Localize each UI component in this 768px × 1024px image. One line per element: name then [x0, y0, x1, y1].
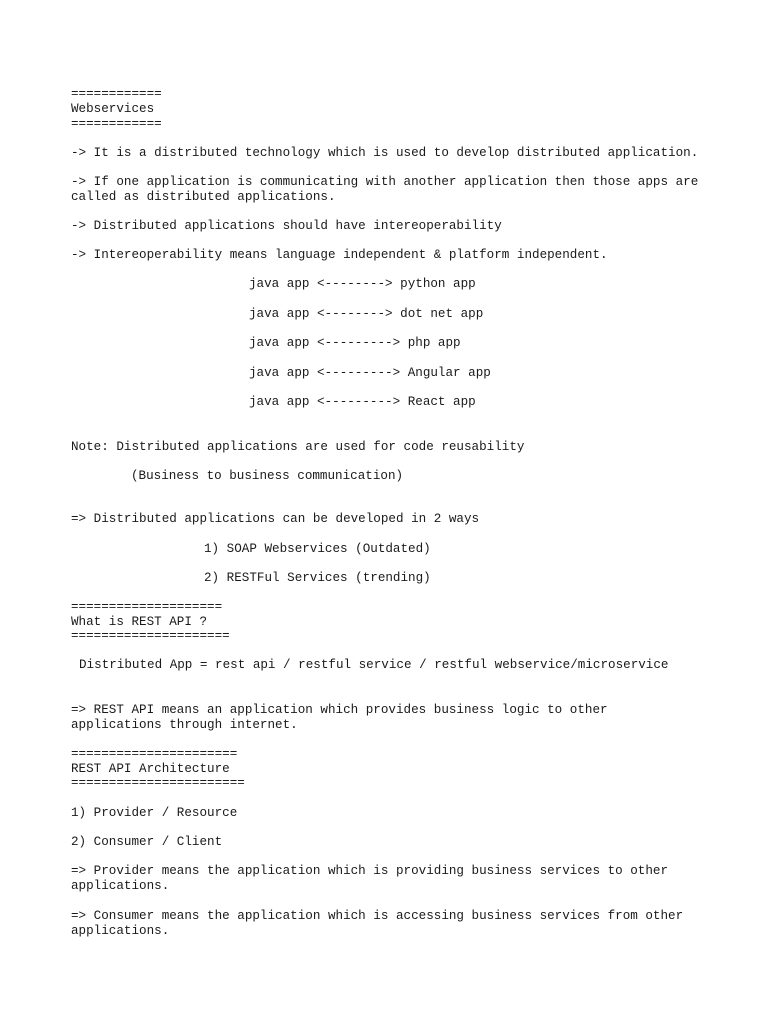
section-rule: ==================== — [71, 600, 223, 614]
paragraph: => Consumer means the application which is accessing business services from other — [71, 909, 684, 923]
interop-example: java app <--------> dot net app — [249, 307, 484, 321]
section-title: What is REST API ? — [71, 615, 208, 629]
interop-example: java app <--------> python app — [249, 277, 476, 291]
section-rule: ====================== — [71, 747, 238, 761]
list-item: 1) Provider / Resource — [71, 806, 238, 820]
paragraph: Distributed App = rest api / restful service / restful webservice/microservice — [79, 658, 669, 672]
paragraph: -> Distributed applications should have intereoperability — [71, 219, 502, 233]
paragraph: => REST API means an application which provides business logic to other — [71, 703, 608, 717]
paragraph: applications. — [71, 924, 170, 938]
list-item: 2) RESTFul Services (trending) — [204, 571, 431, 585]
interop-example: java app <---------> Angular app — [249, 366, 491, 380]
paragraph: applications. — [71, 879, 170, 893]
paragraph: -> If one application is communicating with another application then those apps are — [71, 175, 699, 189]
paragraph: -> Intereoperability means language independent & platform independent. — [71, 248, 608, 262]
list-item: 1) SOAP Webservices (Outdated) — [204, 542, 431, 556]
section-rule: ============ — [71, 117, 162, 131]
section-rule: ===================== — [71, 629, 230, 643]
note: Note: Distributed applications are used for code reusability — [71, 440, 525, 454]
section-rule: ======================= — [71, 776, 245, 790]
paragraph: => Distributed applications can be developed in 2 ways — [71, 512, 480, 526]
list-item: 2) Consumer / Client — [71, 835, 223, 849]
section-title: Webservices — [71, 102, 155, 116]
paragraph: applications through internet. — [71, 718, 298, 732]
note-subtext: (Business to business communication) — [131, 469, 404, 483]
interop-example: java app <---------> php app — [249, 336, 461, 350]
section-rule: ============ — [71, 87, 162, 101]
paragraph: called as distributed applications. — [71, 190, 336, 204]
paragraph: -> It is a distributed technology which is used to develop distributed application. — [71, 146, 699, 160]
paragraph: => Provider means the application which is providing business services to other — [71, 864, 669, 878]
interop-example: java app <---------> React app — [249, 395, 476, 409]
section-title: REST API Architecture — [71, 762, 230, 776]
